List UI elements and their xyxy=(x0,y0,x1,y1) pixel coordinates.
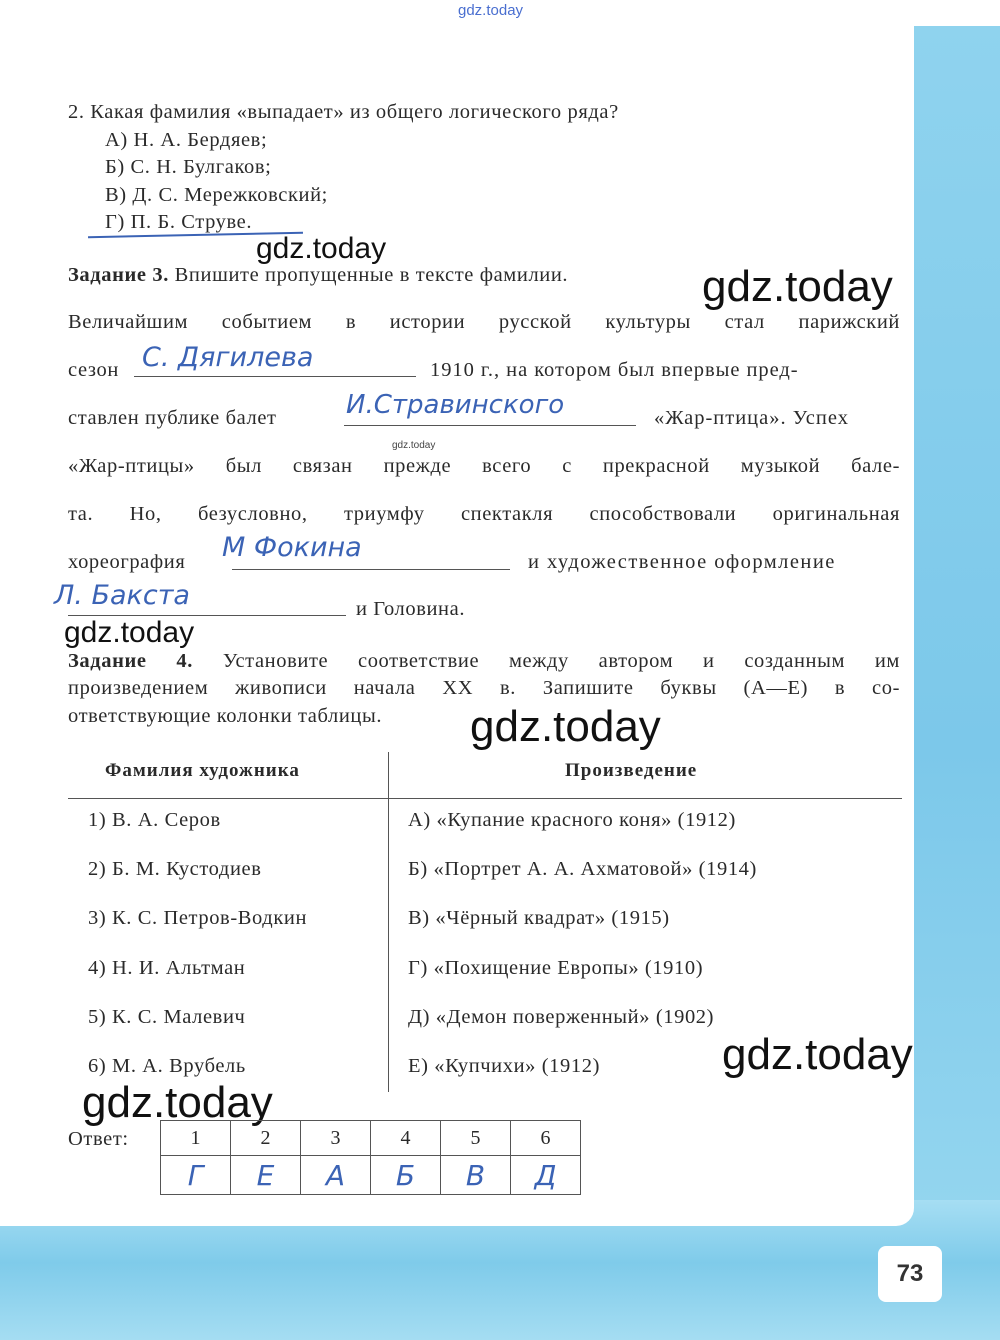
answer-cell[interactable] xyxy=(161,1156,231,1195)
text-segment: «Жар-птица». Успех xyxy=(654,407,849,429)
table-header-rule xyxy=(68,798,902,799)
handwritten-answer-letter: Е xyxy=(256,1158,275,1192)
decorative-side-band xyxy=(912,26,1000,1340)
task-4-heading xyxy=(68,650,900,673)
handwritten-answer-choreography: М Фокина xyxy=(222,532,362,563)
answer-number: 3 xyxy=(301,1121,371,1156)
handwritten-answer-letter: Д xyxy=(534,1158,557,1192)
answer-cell[interactable] xyxy=(511,1156,581,1195)
handwritten-answer-season: С. Дягилева xyxy=(142,342,314,373)
answer-grid xyxy=(160,1120,581,1195)
handwritten-answer-letter: Г xyxy=(187,1158,204,1192)
watermark-small: gdz.today xyxy=(392,440,436,451)
watermark: gdz.today xyxy=(64,616,195,649)
q2-option-c: В) Д. С. Мережковский; xyxy=(105,184,328,206)
table-row-work: Д) «Демон поверженный» (1902) xyxy=(408,1006,715,1028)
answer-label: Ответ: xyxy=(68,1128,129,1150)
answer-letter-row xyxy=(161,1156,581,1195)
text-segment: ставлен публике балет xyxy=(68,407,277,429)
watermark: gdz.today xyxy=(256,232,387,265)
task-3-line-5: та. Но, безусловно, триумфу спектакля способствовали оригинальная xyxy=(68,503,900,525)
q2-option-d: Г) П. Б. Струве. xyxy=(105,211,253,233)
answer-number-row xyxy=(161,1121,581,1156)
page-number: 73 xyxy=(878,1246,942,1302)
q2-option-b: Б) С. Н. Булгаков; xyxy=(105,156,272,178)
watermark: gdz.today xyxy=(470,702,661,751)
column-header-artist: Фамилия художника xyxy=(105,760,300,781)
watermark-top: gdz.today xyxy=(458,2,524,19)
table-row-work: Г) «Похищение Европы» (1910) xyxy=(408,957,704,979)
answer-number: 2 xyxy=(231,1121,301,1156)
task-3-line-4: «Жар-птицы» был связан прежде всего с прекрасной музыкой бале- xyxy=(68,455,900,477)
handwritten-answer-letter: В xyxy=(465,1158,486,1192)
answer-blank-season xyxy=(134,376,416,377)
task-4-instruction-2: произведением живописи начала XX в. Запишите буквы (А—Е) в со- xyxy=(68,677,900,699)
task-4-instruction-3: ответствующие колонки таблицы. xyxy=(68,705,383,727)
question-2: 2. Какая фамилия «выпадает» из общего логического ряда? xyxy=(68,101,619,123)
answer-number: 4 xyxy=(371,1121,441,1156)
text-segment: и художественное оформление xyxy=(528,551,836,573)
text-segment: сезон xyxy=(68,359,119,381)
answer-cell[interactable] xyxy=(371,1156,441,1195)
answer-blank-ballet xyxy=(344,425,636,426)
text-segment: и Головина. xyxy=(356,598,466,620)
answer-number: 6 xyxy=(511,1121,581,1156)
answer-cell[interactable] xyxy=(441,1156,511,1195)
watermark: gdz.today xyxy=(82,1078,273,1127)
handwritten-answer-ballet: И.Стравинского xyxy=(346,390,565,420)
task-4-label: Задание 4. xyxy=(68,650,193,672)
table-row-work: Е) «Купчихи» (1912) xyxy=(408,1055,601,1077)
table-row-work: Б) «Портрет А. А. Ахматовой» (1914) xyxy=(408,858,757,880)
answer-blank-choreography xyxy=(232,569,510,570)
answer-number: 1 xyxy=(161,1121,231,1156)
handwritten-answer-letter: А xyxy=(325,1158,346,1192)
column-header-work: Произведение xyxy=(565,760,698,781)
answer-number: 5 xyxy=(441,1121,511,1156)
table-row-artist: 4) Н. И. Альтман xyxy=(88,957,246,979)
table-column-divider xyxy=(388,752,389,1092)
watermark: gdz.today xyxy=(702,262,893,311)
table-row-artist: 3) К. С. Петров-Водкин xyxy=(88,907,308,929)
watermark: gdz.today xyxy=(722,1030,913,1079)
handwritten-answer-letter: Б xyxy=(395,1158,416,1192)
table-row-artist: 5) К. С. Малевич xyxy=(88,1006,246,1028)
table-row-artist: 6) М. А. Врубель xyxy=(88,1055,246,1077)
table-row-work: А) «Купание красного коня» (1912) xyxy=(408,809,736,831)
answer-blank-design xyxy=(68,615,346,616)
text-segment: хореография xyxy=(68,551,186,573)
handwritten-answer-design: Л. Бакста xyxy=(54,580,190,611)
table-row-artist: 1) В. А. Серов xyxy=(88,809,221,831)
answer-cell[interactable] xyxy=(301,1156,371,1195)
answer-cell[interactable] xyxy=(231,1156,301,1195)
table-row-work: В) «Чёрный квадрат» (1915) xyxy=(408,907,670,929)
task-3-label: Задание 3. xyxy=(68,264,169,286)
task-3-line-1: Величайшим событием в истории русской культуры стал парижский xyxy=(68,311,900,333)
q2-option-a: А) Н. А. Бердяев; xyxy=(105,129,268,151)
text-segment: 1910 г., на котором был впервые пред- xyxy=(430,359,799,381)
task-3-heading xyxy=(68,264,568,287)
table-row-artist: 2) Б. М. Кустодиев xyxy=(88,858,262,880)
task-3-instruction: Впишите пропущенные в тексте фамилии. xyxy=(174,264,569,286)
task-4-instruction-1: Установите соответствие между автором и созданным им xyxy=(222,650,900,672)
